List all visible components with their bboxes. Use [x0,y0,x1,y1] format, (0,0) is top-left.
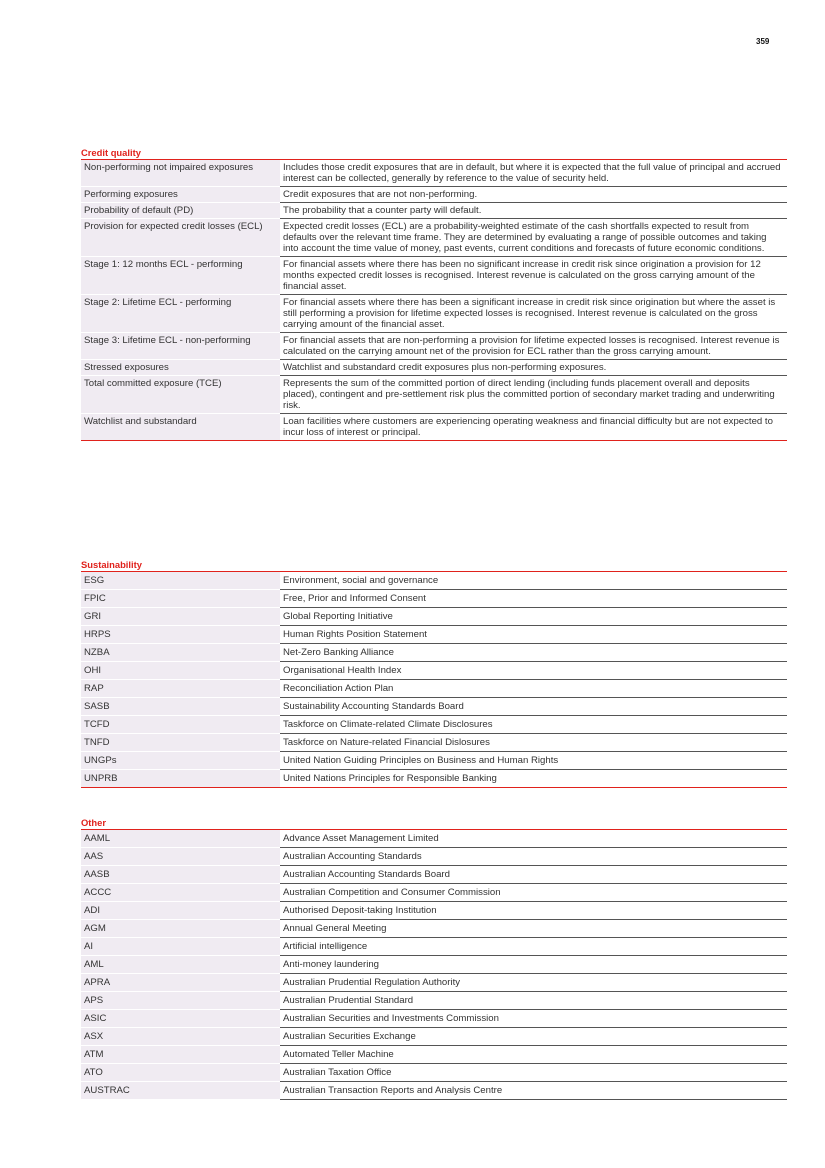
glossary-row [81,716,787,734]
glossary-term: Stage 2: Lifetime ECL - performing [81,295,280,333]
glossary-term: AML [81,956,280,974]
glossary-term: AI [81,938,280,956]
glossary-row [81,1064,787,1082]
glossary-term: ATM [81,1046,280,1064]
glossary-row [81,257,787,295]
glossary-term: RAP [81,680,280,698]
glossary-definition: Global Reporting Initiative [280,608,787,626]
glossary-definition: Australian Taxation Office [280,1064,787,1082]
glossary-row [81,1028,787,1046]
glossary-term: AAML [81,830,280,848]
glossary-term: ASX [81,1028,280,1046]
glossary-term: Watchlist and substandard [81,414,280,441]
glossary-definition: Net-Zero Banking Alliance [280,644,787,662]
glossary-term: Performing exposures [81,187,280,203]
glossary-definition: Annual General Meeting [280,920,787,938]
glossary-definition: Reconciliation Action Plan [280,680,787,698]
glossary-row [81,992,787,1010]
glossary-definition: Australian Accounting Standards [280,848,787,866]
glossary-definition: Credit exposures that are not non-performing. [280,187,787,203]
glossary-term: FPIC [81,590,280,608]
glossary-definition: Australian Securities Exchange [280,1028,787,1046]
glossary-row [81,752,787,770]
glossary-row [81,956,787,974]
glossary-row [81,333,787,360]
glossary-term: AAS [81,848,280,866]
glossary-row [81,680,787,698]
sustainability-section [81,558,787,788]
glossary-row [81,187,787,203]
credit-quality-section [81,146,787,441]
glossary-definition: Expected credit losses (ECL) are a probability-weighted estimate of the cash shortfalls expected to result from defaults over the relevant time frame. They are determined by evaluating a range of possible outcomes and taking into account the time value of money, past events, current conditions and forecasts of future economic conditions. [280,219,787,257]
glossary-definition: Represents the sum of the committed portion of direct lending (including funds placement overall and deposits placed), contingent and pre-settlement risk plus the committed portion of secondary market trading and underwriting risk. [280,376,787,414]
glossary-definition: Includes those credit exposures that are in default, but where it is expected that the full value of principal and accrued interest can be collected, generally by reference to the value of security held. [280,160,787,187]
glossary-definition: Organisational Health Index [280,662,787,680]
glossary-term: APS [81,992,280,1010]
glossary-term: APRA [81,974,280,992]
glossary-row [81,770,787,788]
glossary-term: ADI [81,902,280,920]
other-heading: Other [81,816,787,830]
glossary-term: Total committed exposure (TCE) [81,376,280,414]
glossary-row [81,866,787,884]
glossary-term: AASB [81,866,280,884]
glossary-definition: Authorised Deposit-taking Institution [280,902,787,920]
glossary-row [81,734,787,752]
glossary-term: Stage 1: 12 months ECL - performing [81,257,280,295]
glossary-definition: Australian Transaction Reports and Analysis Centre [280,1082,787,1100]
glossary-term: AUSTRAC [81,1082,280,1100]
glossary-row [81,608,787,626]
glossary-term: ATO [81,1064,280,1082]
glossary-row [81,1046,787,1064]
glossary-term: SASB [81,698,280,716]
glossary-definition: Sustainability Accounting Standards Board [280,698,787,716]
glossary-term: Stage 3: Lifetime ECL - non-performing [81,333,280,360]
credit-quality-heading: Credit quality [81,146,787,160]
glossary-row [81,902,787,920]
glossary-definition: The probability that a counter party will default. [280,203,787,219]
glossary-row [81,848,787,866]
glossary-row [81,219,787,257]
glossary-term: Probability of default (PD) [81,203,280,219]
glossary-row [81,662,787,680]
glossary-row [81,1082,787,1100]
glossary-definition: For financial assets that are non-performing a provision for lifetime expected losses is recognised. Interest revenue is calculated on the carrying amount net of the provision for ECL rather than the gross carrying amount. [280,333,787,360]
glossary-term: Non-performing not impaired exposures [81,160,280,187]
glossary-row [81,626,787,644]
sustainability-table [81,572,787,788]
glossary-row [81,1010,787,1028]
glossary-row [81,698,787,716]
glossary-definition: Australian Accounting Standards Board [280,866,787,884]
glossary-row [81,160,787,187]
glossary-row [81,884,787,902]
glossary-definition: Australian Securities and Investments Commission [280,1010,787,1028]
glossary-definition: Loan facilities where customers are experiencing operating weakness and financial difficulty but are not expected to incur loss of interest or principal. [280,414,787,441]
glossary-definition: Australian Prudential Regulation Authority [280,974,787,992]
glossary-definition: For financial assets where there has been a significant increase in credit risk since origination but where the asset is still performing a provision for lifetime expected losses is recognised. Interest revenue is calculated on the gross carrying amount of the financial asset. [280,295,787,333]
glossary-term: OHI [81,662,280,680]
glossary-term: AGM [81,920,280,938]
glossary-term: UNGPs [81,752,280,770]
glossary-row [81,572,787,590]
glossary-definition: Human Rights Position Statement [280,626,787,644]
glossary-row [81,414,787,441]
glossary-row [81,203,787,219]
page-number: 359 [756,37,770,46]
glossary-row [81,360,787,376]
glossary-term: TNFD [81,734,280,752]
glossary-definition: For financial assets where there has been no significant increase in credit risk since origination a provision for 12 months expected credit losses is recognised. Interest revenue is calculated on the gross carrying amount of the financial asset. [280,257,787,295]
glossary-row [81,376,787,414]
other-section [81,816,787,1100]
glossary-row [81,938,787,956]
glossary-definition: Anti-money laundering [280,956,787,974]
sustainability-heading: Sustainability [81,558,787,572]
glossary-term: ACCC [81,884,280,902]
glossary-term: Stressed exposures [81,360,280,376]
glossary-definition: Advance Asset Management Limited [280,830,787,848]
glossary-row [81,295,787,333]
glossary-term: ASIC [81,1010,280,1028]
glossary-term: Provision for expected credit losses (ECL) [81,219,280,257]
other-table [81,830,787,1100]
glossary-term: HRPS [81,626,280,644]
glossary-definition: United Nations Principles for Responsible Banking [280,770,787,788]
glossary-row [81,974,787,992]
glossary-term: GRI [81,608,280,626]
glossary-row [81,920,787,938]
glossary-definition: Taskforce on Climate-related Climate Disclosures [280,716,787,734]
credit-quality-table [81,160,787,441]
glossary-term: TCFD [81,716,280,734]
glossary-row [81,590,787,608]
glossary-definition: Australian Prudential Standard [280,992,787,1010]
glossary-term: NZBA [81,644,280,662]
glossary-definition: Automated Teller Machine [280,1046,787,1064]
glossary-definition: Environment, social and governance [280,572,787,590]
glossary-term: UNPRB [81,770,280,788]
glossary-definition: Watchlist and substandard credit exposures plus non-performing exposures. [280,360,787,376]
glossary-term: ESG [81,572,280,590]
glossary-definition: United Nation Guiding Principles on Business and Human Rights [280,752,787,770]
glossary-definition: Free, Prior and Informed Consent [280,590,787,608]
glossary-row [81,830,787,848]
glossary-definition: Taskforce on Nature-related Financial Dislosures [280,734,787,752]
glossary-row [81,644,787,662]
glossary-definition: Australian Competition and Consumer Commission [280,884,787,902]
glossary-definition: Artificial intelligence [280,938,787,956]
